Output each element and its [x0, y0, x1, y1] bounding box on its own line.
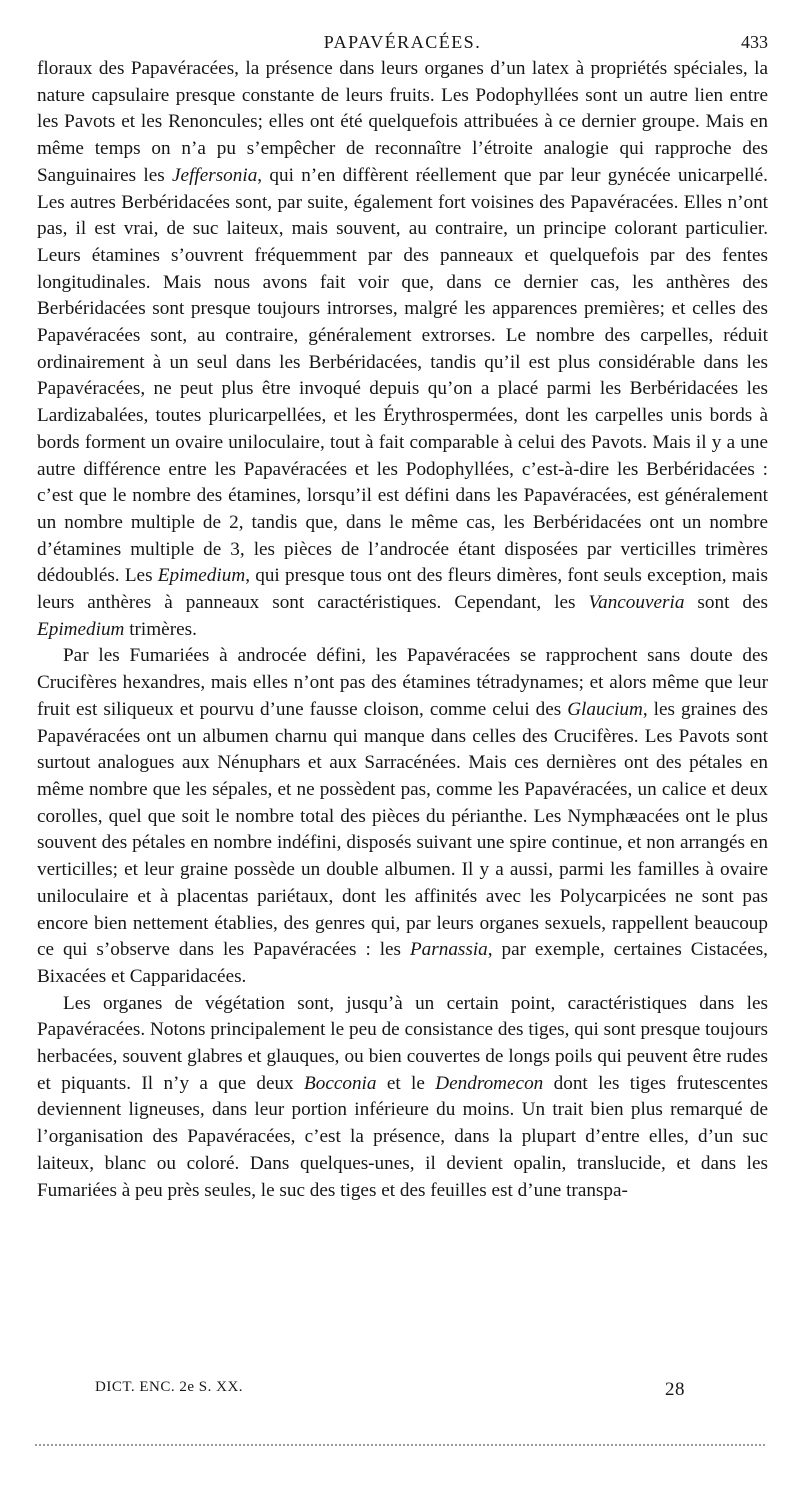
signature-mark: DICT. ENC. 2e S. XX.: [95, 1379, 244, 1395]
italic-taxon: Bocconia: [304, 1072, 377, 1094]
page-number: 433: [741, 32, 768, 52]
text-run: , qui n’en diffèrent réellement que par leur gynécée unicarpellé. Les autres Berbéridacées sont, par suite, également fort voisines des Papavéracées. Elles n’ont pas, il est vrai, de suc laiteux, mais souvent, au contraire, un principe colorant particulier. Leurs étamines s’ouvrent fréquemment par des panneaux et quelquefois par des fentes longitudinales. Mais nous avons fait voir que, dans ce dernier cas, les anthères des Berbéridacées sont presque toujours introrses, malgré les apparences premières; et celles des Papavéracées sont, au contraire, généralement extrorses. Le nombre des carpelles, réduit ordinairement à un seul dans les Berbéridacées, tandis qu’il est plus considérable dans les Papavéracées, ne peut plus être invoqué depuis qu’on a placé parmi les Berbéridacées les Lardizabalées, toutes pluricarpellées, et les Érythrospermées, dont les carpelles unis bords à bords forment un ovaire uniloculaire, tout à fait comparable à celui des Pavots. Mais il y a une autre différence entre les Papavéracées et les Podophyllées, c’est-à-dire les Berbéridacées : c’est que le nombre des étamines, lorsqu’il est défini dans les Papavéracées, est généralement un nombre multiple de 2, tandis que, dans le même cas, les Berbéridacées ont un nombre d’étamines multiple de 3, les pièces de l’androcée étant disposées par verticilles trimères dédoublés. Les: [37, 164, 768, 587]
text-run: dont les tiges frutescentes deviennent ligneuses, dans leur portion inférieure du moins. Un trait bien plus remarqué de l’organisation des Papavéracées, c’est la présence, dans la plupart d’entre elles, d’un suc laiteux, blanc ou coloré. Dans quelques-unes, il devient opalin, translucide, et dans les Fumariées à peu près seules, le suc des tiges et des feuilles est d’une transpa-: [37, 1072, 769, 1201]
italic-taxon: Glaucium: [567, 698, 643, 720]
italic-taxon: Epimedium: [37, 618, 125, 640]
text-run: floraux des Papavéracées, la présence dans leurs organes d’un latex à propriétés spéciales, la nature capsulaire presque constante de leurs fruits. Les Podophyllées sont un autre lien entre les Pavots et les Renoncules; elles ont été quelquefois attribuées à ce dernier groupe. Mais en même temps on n’a pu s’empêcher de reconnaître l’étroite analogie qui rapproche des Sanguinaires les: [37, 58, 768, 186]
body-text: [37, 56, 768, 1204]
text-run: Les organes de végétation sont, jusqu’à un certain point, caractéristiques dans les Papavéracées. Notons principalement le peu de consistance des tiges, qui sont presque toujours herbacées, souvent glabres et glauques, ou bien couvertes de longs poils qui peuvent être rudes et piquants. Il n’y a que deux: [37, 992, 768, 1094]
text-run: trimères.: [124, 618, 197, 640]
text-run: Par les Fumariées à androcée défini, les Papavéracées se rapprochent sans doute des Crucifères hexandres, mais elles n’ont pas des étamines tétradynames; et alors même que leur fruit est siliqueux et pourvu d’une fausse cloison, comme celui des: [37, 645, 768, 720]
paragraph: [37, 643, 768, 990]
bottom-dotted-rule: [35, 1444, 765, 1446]
italic-taxon: Vancouveria: [588, 592, 685, 614]
text-run: et le: [376, 1072, 436, 1094]
signature-number: 28: [665, 1379, 685, 1400]
text-run: sont des: [684, 592, 768, 614]
running-head: [37, 30, 768, 56]
running-title: PAPAVÉRACÉES.: [323, 32, 482, 52]
italic-taxon: Dendromecon: [435, 1072, 544, 1094]
page: [37, 30, 768, 1204]
italic-taxon: Parnassia: [409, 939, 488, 961]
paragraph: [37, 56, 768, 643]
text-run: , qui presque tous ont des fleurs dimères, font seuls exception, mais leurs anthères à panneaux sont caractéristiques. Cependant, les: [37, 565, 768, 614]
paragraph: [37, 991, 768, 1205]
text-run: , les graines des Papavéracées ont un albumen charnu qui manque dans celles des Crucifères. Les Pavots sont surtout analogues aux Nénuphars et aux Sarracénées. Mais ces dernières ont des pétales en même nombre que les sépales, et ne possèdent pas, comme les Papavéracées, un calice et deux corolles, quel que soit le nombre total des pièces du périanthe. Les Nymphæacées ont le plus souvent des pétales en nombre indéfini, disposés suivant une spire continue, et non arrangés en verticilles; et leur graine possède un double albumen. Il y a aussi, parmi les familles à ovaire uniloculaire et à placentas pariétaux, dont les affinités avec les Polycarpicées ne sont pas encore bien nettement établies, des genres qui, par leurs organes sexuels, rappellent beaucoup ce qui s’observe dans les Papavéracées : les: [37, 698, 768, 961]
italic-taxon: Epimedium: [157, 565, 246, 587]
text-run: , par exemple, certaines Cistacées, Bixacées et Capparidacées.: [37, 939, 768, 987]
italic-taxon: Jeffersonia: [172, 164, 258, 186]
